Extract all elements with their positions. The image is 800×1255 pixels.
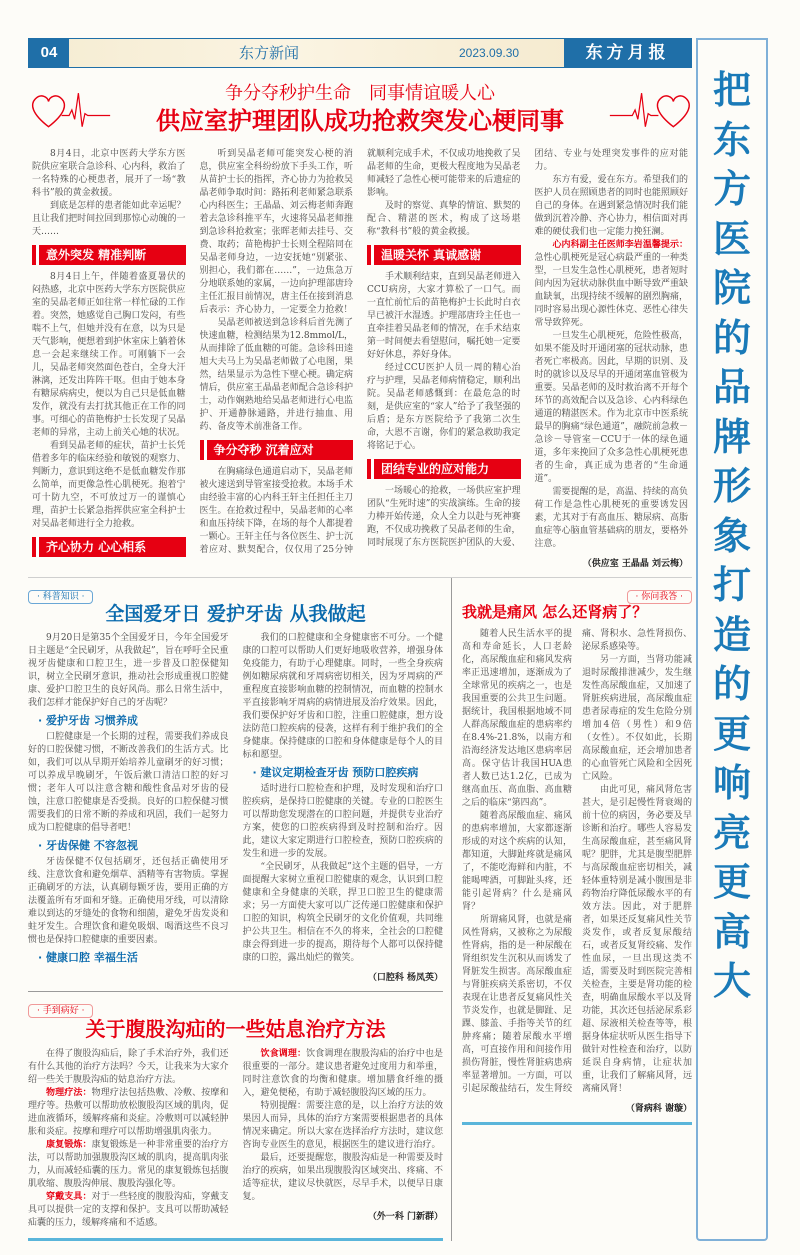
hernia-article-body xyxy=(28,1048,443,1230)
paragraph-text: 饮食调理在腹股沟疝的治疗中也是很重要的一部分。建议患者避免过度用力和举重，同时注意饮食的均衡和健康。增加膳食纤维的摄入，避免便秘，有助于减轻腹股沟区域的压力。 xyxy=(242,1049,443,1098)
paragraph: 适时进行口腔检查和护理，及时发现和治疗口腔疾病，是保持口腔健康的关键。专业的口腔医生可以帮助您发现潜在的口腔问题，并提供专业治疗方案，使您的口腔疾病得到及时控制和治疗。因此，建议大家定期进行口腔检查，预防口腔疾病的发生和进一步的发展。 xyxy=(242,784,443,859)
paragraph: 我们的口腔健康和全身健康密不可分。一个健康的口腔可以帮助人们更好地吸收营养，增强身体免疫能力，有助于心理健康。同时，一些全身疾病例如糖尿病就和牙周病密切相关，因为牙周病的严重程度直接影响血糖的控制情况，而血糖的控制水平直接影响牙周病的病情进展及治疗效果。因此，我们要保护好牙齿和口腔，注重口腔健康，想方设法防范口腔疾病的侵袭，这样有利于维护我们的全身健康。保持健康的口腔和身体健康是每个人的目标和愿望。 xyxy=(242,633,443,760)
issue-date: 2023.09.30 xyxy=(459,46,520,60)
paragraph: 由此可见，痛风肾危害甚大，是引起慢性肾衰竭的前十位的病因，务必要及早诊断和治疗。哪些人容易发生高尿酸血症，甚至痛风肾呢？肥胖，尤其是腹型肥胖与高尿酸血症密切相关，减轻体重特别是减小腹围是非药物治疗降低尿酸水平的有效方法。因此，对于肥胖者，如果还反复痛风性关节炎发作，或者反复尿酸结石，或者反复肾绞痛、发作性血尿，一旦出现这类不适，需要及时到医院完善相关检查，主要是肾功能的检查，明确血尿酸水平以及肾功能，其次还包括泌尿系彩超、尿液相关检查等等，根据身体症状听从医生指导下做针对性检查和治疗，以防延误自身病情，让症状加重，让我们了解痛风肾，远离痛风肾！ xyxy=(582,785,692,1094)
dental-title: 全国爱牙日 爱护牙齿 从我做起 xyxy=(105,603,366,625)
paragraph: 听到吴晶老师可能突发心梗的消息，供应室全科纷纷放下手头工作，听从苗护士长的指挥，齐心协力为抢救吴晶老师争取时间：路拓利老师紧急联系心内科医生；王晶晶、刘云梅老师奔跑着去急诊科推平车，火速将吴晶老师推到急诊科抢救室；张晖老师去挂号、交费、取药；苗艳梅护士长则全程陪同在吴晶老师身边，一边安抚她“别紧张、别担心，我们都在……”，一边焦急万分地联系她的家属，一边向护理部唐玲主任汇报目前情况，唐主任在接到消息后表示：齐心协力，一定要全力抢救！ xyxy=(199,149,353,315)
subheading: 温暖关怀 真诚感谢 xyxy=(367,245,521,265)
subheading: · 建议定期检查牙齿 预防口腔疾病 xyxy=(252,766,419,779)
page-number: 04 xyxy=(29,39,69,67)
paragraph: 8月4日，北京中医药大学东方医院供应室联合急诊科、心内科，救治了一名特殊的心梗患者，展开了一场“教科书”般的黄金救援。 xyxy=(32,149,186,198)
paragraph-label: 康复锻炼： xyxy=(46,1140,92,1150)
paragraph-with-label xyxy=(535,239,689,330)
subheading: · 健康口腔 幸福生活 xyxy=(38,951,138,964)
right-section xyxy=(452,578,692,1241)
paragraph: 东方有爱，爱在东方。希望我们的医护人员在照顾患者的同时也能照顾好自己的身体。在遇到紧急情况时我们能做到沉着冷静、齐心协力，相信面对再难的硬仗我们也一定能力挽狂澜。 xyxy=(534,175,688,237)
paragraph: 随着人民生活水平的提高和寿命延长，人口老龄化，高尿酸血症和痛风发病率正迅速增加，逐渐成为了全球常见的疾病之一，也是我国重要的公共卫生问题。据统计，我国根据地域不同人群高尿酸血症的患病率约在8.4%-21.8%，以南方和沿海经济发达地区患病率居高。保守估计我国HUA患者人数已达1.2亿，已成为继高血压、高血脂、高血糖之后的临床“第四高”。 xyxy=(462,629,572,808)
article-subtitle: 争分夺秒护生命 同事情谊暖人心 xyxy=(225,83,495,104)
byline: （供应室 王晶晶 刘云梅） xyxy=(582,559,688,569)
byline: （口腔科 杨凤英） xyxy=(367,973,443,983)
paragraph: 到底是怎样的患者能如此幸运呢？且让我们把时间拉回到那惊心动魄的一天…… xyxy=(32,201,186,237)
paragraph: 需要提醒的是，高温、持续的高负荷工作是急性心肌梗死的重要诱发因素，尤其对于有高血压、糖尿病、高脂血症等心脑血管基础病的朋友，要格外注意。 xyxy=(534,487,688,549)
paragraph-label: 物理疗法： xyxy=(46,1088,92,1098)
paragraph: 所谓痛风肾，也就是痛风性肾病，又被称之为尿酸性肾病，指的是一种尿酸在肾组织发生沉积从而诱发了肾脏发生损害。高尿酸血症与肾脏疾病关系密切，不仅表现在让患者反复痛风性关节炎发作，也就是脚趾、足踝、膝盖、手指等关节的红肿疼痛；随着尿酸水平增高，可直接作用和间接作用损伤肾脏，慢性肾脏病患病率显著增加。一方面，可以引起尿酸盐结石，发生肾绞痛、肾积水、急性肾损伤、泌尿系感染等。 xyxy=(462,629,692,1094)
paragraph-label: 穿戴支具： xyxy=(46,1192,92,1202)
paragraph-text: 康复锻炼是一种非常重要的治疗方法，可以帮助加强腹股沟区域的肌肉，提高肌肉张力，从而减轻疝囊的压力。常见的康复锻炼包括腹肌收缩、腹股沟伸展、腹股沟强化等。 xyxy=(28,1140,229,1189)
paragraph: 随着高尿酸血症、痛风的患病率增加，大家都逐渐形成的对这个疾病的认知，都知道，大脚趾疼就是痛风了，不能吃海鲜和内脏，不能喝啤酒，可脚趾头疼，还能引起肾病？什么是痛风肾？ xyxy=(462,811,572,912)
headline xyxy=(28,78,692,140)
page-header xyxy=(28,38,692,68)
heart-ecg-icon xyxy=(28,84,112,134)
paragraph-with-label xyxy=(28,1087,229,1139)
paragraph-with-label xyxy=(243,1048,444,1100)
hernia-title: 关于腹股沟疝的一些姑息治疗方法 xyxy=(85,1017,386,1041)
bottom-rule xyxy=(28,1238,443,1241)
paragraph-label: 心内科副主任医师李岩温馨提示： xyxy=(552,240,688,250)
paragraph: 8月4日上午，伴随着盛夏暑伏的闷热感，北京中医药大学东方医院供应室的吴晶老师正如往常一样忙碌的工作着。突然，她感觉自己胸口发闷，有些喘不上气，但她并没有在意，以为只是天气影响，便想着到护休室床上躺着休息一会起来继续工作。可刚躺下一会儿，吴晶老师突然面色苍白，全身大汗淋漓，还发出阵阵干呕。但由于她本身有糖尿病病史，便以为自己只是低血糖发作，就没有去打扰其他正在工作的同事。可细心的苗艳梅护士长发现了吴晶老师的异常，主动上前关心她的状况。 xyxy=(32,272,186,438)
subheading: 齐心协力 心心相系 xyxy=(32,537,186,557)
paragraph: 及时的察觉、真挚的情谊、默契的配合、精湛的医术，构成了这场堪称“教科书”般的黄金救援。 xyxy=(367,201,521,237)
subheading: · 爱护牙齿 习惯养成 xyxy=(38,714,138,727)
byline: （外一科 门新群） xyxy=(367,1212,443,1222)
subheading: 团结专业的应对能力 xyxy=(367,459,521,479)
headline-text xyxy=(112,82,608,136)
left-sections xyxy=(28,578,452,1241)
subheading: 争分夺秒 沉着应对 xyxy=(200,440,354,460)
paragraph: 经过CCU医护人员一周的精心治疗与护理，吴晶老师病情稳定，顺利出院。吴晶老师感慨到：在最危急的时刻，是供应室的“家人”给予了我坚强的后盾；是东方医院给予了我第二次生命，大恩不言谢，你们的紧急救助我定将铭记于心。 xyxy=(367,363,521,451)
heart-ecg-icon xyxy=(608,84,692,134)
paragraph: 另一方面，当肾功能减退时尿酸排泄减少，发生继发性高尿酸血症，又加速了肾脏疾病进展，高尿酸血症患者尿毒症的发生危险分别增加4倍（男性）和9倍（女性）。不仅如此，长期高尿酸血症，还会增加患者的心血管死亡风险和全因死亡风险。 xyxy=(582,655,692,782)
section-divider xyxy=(28,991,443,992)
paragraph-text: 对于一些轻度的腹股沟疝，穿戴支具可以提供一定的支撑和保护。支具可以帮助减轻疝囊的压力，缓解疼痛和不适感。 xyxy=(28,1192,229,1228)
dental-article-body xyxy=(28,632,443,983)
section-tag: · 科普知识 · xyxy=(28,590,93,604)
paragraph: 手术顺利结束，直到吴晶老师进入CCU病房，大家才算松了一口气。而一直忙前忙后的苗艳梅护士长此时白衣早已被汗水湿透。护理部唐玲主任也一直牵挂着吴晶老师的情况，在手术结束第一时间便去看望慰问，嘱托她一定要好好休息，养好身体。 xyxy=(367,272,521,360)
paragraph: 9月20日是第35个全国爱牙日，今年全国爱牙日主题是“全民刷牙，从我做起”，旨在呼吁全民重视牙齿健康和口腔卫生，进一步普及口腔保健知识，树立全民刷牙意识，推动社会形成重视口腔健康、爱护口腔卫生的良好风尚。那么日常生活中，我们怎样才能保护好自己的牙齿呢？ xyxy=(28,633,229,708)
slogan-banner xyxy=(696,38,768,1241)
gout-title: 我就是痛风 怎么还肾病了？ xyxy=(462,603,648,621)
paragraph: 口腔健康是一个长期的过程，需要我们养成良好的口腔保健习惯，不断改善我们的生活方式。比如，我们可以从早期开始培养儿童刷牙的好习惯；可以养成早晚刷牙，午饭后漱口清洁口腔的好习惯；老年人可以注意含糖和酸性食品对牙齿的侵蚀，注意口腔健康是否受损。良好的口腔保健习惯需要我们的日常不断的养成和巩固，我们一起努力成为口腔健康的倡导者吧！ xyxy=(28,732,229,833)
subheading: · 牙齿保健 不容忽视 xyxy=(38,839,138,852)
paragraph: 一场暖心的抢救，一场供应室护理团队“生死时速”的实战演练。生命的接力棒开始传递，众人全力以赴与死神赛跑，不仅成功挽救了吴晶老师的生命，同时展现了东方医院医护团队的大爱、团结、专业与处理突发事件的应对能力。 xyxy=(367,149,688,548)
paragraph: 特别提醒：需要注意的是，以上治疗方法的效果因人而异，具体的治疗方案需要根据患者的具体情况来确定。所以大家在选择治疗方法时，建议您咨询专业医生的意见，根据医生的建议进行治疗。 xyxy=(242,1101,443,1150)
paragraph-text: 急性心肌梗死是冠心病最严重的一种类型，一旦发生急性心肌梗死，患者短时间内因为冠状动脉供血中断导致严重缺血缺氧，出现持续不缓解的剧烈胸痛，同时容易出现心源性休克、恶性心律失常导致猝死。 xyxy=(534,253,688,328)
section-name: 东方新闻 xyxy=(238,44,299,62)
paragraph-text: 物理疗法包括热敷、冷敷、按摩和理疗等。热敷可以帮助放松腹股沟区域的肌肉，促进血液循环，缓解疼痛和炎症。冷敷则可以减轻肿胀和炎症。按摩和理疗可以帮助增强肌肉张力。 xyxy=(28,1088,229,1137)
paragraph: 在胸痛绿色通道启动下，吴晶老师被火速送到导管室接受抢救。本场手术由经验丰富的心内科王轩主任担任主刀医生。在抢救过程中，吴晶老师的心率和血压持续下降，在场的每个人都提着一颗心。王轩主任与各位医生、护士沉着应对、默契配合，仅仅用了25分钟就顺利完成手术，不仅成功地挽救了吴晶老师的生命，更极大程度地为吴晶老师减轻了急性心梗可能带来的后遗症的影响。 xyxy=(199,149,521,555)
paragraph: 看到吴晶老师的症状，苗护士长凭借着多年的临床经验和敏锐的观察力、判断力，意识到这绝不是低血糖发作那么简单，而更像急性心肌梗死。抱着宁可十防九空，不可放过万一的谨慎心理，苗护士长紧急指挥供应室全科护士对吴晶老师进行全力抢救。 xyxy=(32,441,186,529)
paragraph: 最后，还要提醒您，腹股沟疝是一种需要及时治疗的疾病，如果出现腹股沟区域突出、疼痛、不适等症状，建议尽快就医，尽早手术，以便早日康复。 xyxy=(242,1153,443,1202)
lower-sections xyxy=(28,577,692,1241)
paragraph: 一旦发生心肌梗死，危险性极高，如果不能及时开通闭塞的冠状动脉，患者死亡率极高。因此，早期的识别、及时的就诊以及尽早的开通闭塞血管极为重要。吴晶老师的及时救治离不开每个环节的高效配合以及急诊、心内科绿色通道的精湛医术。作为北京市中医系统最早的胸痛“绿色通道”，融院前急救－急诊－导管室－CCU于一体的绿色通道，多年来挽回了众多急性心肌梗死患者的生命，真正成为患者的“生命通道”。 xyxy=(534,331,688,484)
paper-name: 东方月报 xyxy=(564,39,691,67)
bottom-rule xyxy=(462,1122,692,1125)
subheading: 意外突发 精准判断 xyxy=(32,245,186,265)
lead-article-body xyxy=(28,148,692,569)
byline: （肾病科 谢璇） xyxy=(625,1104,692,1114)
paragraph: 吴晶老师被送到急诊科后首先测了快速血糖，检测结果为12.8mmol/L，从而排除了低血糖的可能。急诊科田逵旭大夫马上为吴晶老师做了心电图，果然，结果显示为急性下壁心梗。确定病情后，供应室王晶晶老师配合急诊科护士，动作娴熟地给吴晶老师进行心电监护、开通静脉通路，并进行抽血、用药、备皮等术前准备工作。 xyxy=(199,318,353,432)
paragraph-label: 饮食调理： xyxy=(260,1049,307,1059)
paragraph-with-label xyxy=(28,1191,229,1230)
paragraph: 牙齿保健不仅包括刷牙，还包括正确使用牙线、注意饮食和避免烟草、酒精等有害物质。掌握正确刷牙的方法，认真刷每颗牙齿，要用正确的方法覆盖所有牙面和牙缝。正确使用牙线，可以清除难以到达的牙缝处的食物和细菌，避免牙齿发炎和蛀牙发生。合理饮食和避免吸烟、喝酒这些不良习惯也是保持口腔健康的重要因素。 xyxy=(28,857,229,945)
article-title: 供应室护理团队成功抢救突发心梗同事 xyxy=(156,107,564,135)
section-tag: · 你问我答 · xyxy=(627,590,692,604)
paragraph: 在得了腹股沟疝后，除了手术治疗外，我们还有什么其他的治疗方法吗？今天，让我来为大家介绍一些关于腹股沟疝的姑息治疗方法。 xyxy=(28,1049,229,1085)
main-content xyxy=(28,38,692,1241)
paragraph-with-label xyxy=(28,1139,229,1191)
gout-article-body xyxy=(462,628,692,1114)
section-tag: · 手到病好 · xyxy=(28,1004,93,1018)
slogan-text: 把东方医院的品牌形象打造的更响亮更高大 xyxy=(712,68,751,1003)
paragraph: “全民刷牙，从我做起”这个主题的倡导，一方面提醒大家树立重视口腔健康的观念，认识到口腔健康和全身健康的关联，捍卫口腔卫生的健康需求；另一方面使大家可以广泛传递口腔健康和保护口腔的知识，构筑全民刷牙的文化价值观，共同维护公共卫生。相信在不久的将来，全社会的口腔健康会得到进一步的提高，期待每个人都可以保持健康的口腔，露出灿烂的微笑。 xyxy=(242,862,443,963)
